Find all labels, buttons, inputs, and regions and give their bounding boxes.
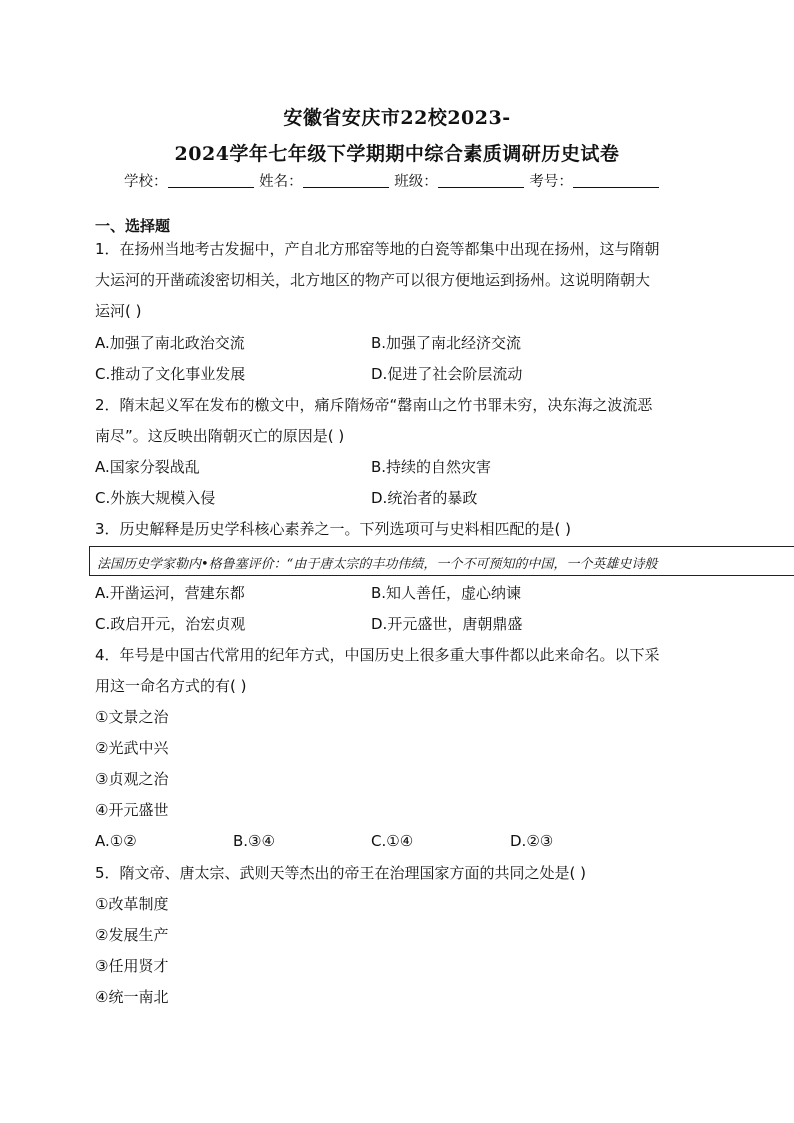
exam-title-line-2: 2024学年七年级下学期期中综合素质调研历史试卷 [174, 143, 620, 165]
q3-option-d[interactable]: D.开元盛世，唐朝鼎盛 [371, 615, 523, 633]
q4-stem-line-2: 用这一命名方式的有( ) [95, 677, 247, 695]
q4-option-b[interactable]: B.③④ [233, 832, 275, 850]
q1-stem-line-3: 运河( ) [95, 302, 142, 320]
q3-option-c[interactable]: C.政启开元，治宏贞观 [95, 615, 246, 633]
q4-item-2: ②光武中兴 [95, 739, 169, 757]
q4-item-4: ④开元盛世 [95, 801, 169, 819]
name-label: 姓名： [259, 174, 303, 190]
q5-item-4: ④统一南北 [95, 988, 169, 1006]
q2-stem-line-2: 南尽”。这反映出隋朝灭亡的原因是( ) [95, 427, 345, 445]
q3-source-quote: 法国历史学家勒内•格鲁塞评价：“由于唐太宗的丰功伟绩，一个不可预知的中国，一个英雄史诗般 [89, 546, 794, 576]
q3-option-a[interactable]: A.开凿运河，营建东都 [95, 584, 245, 602]
q4-item-1: ①文景之治 [95, 708, 169, 726]
school-field[interactable] [168, 174, 254, 188]
q5-stem-line-1: 5．隋文帝、唐太宗、武则天等杰出的帝王在治理国家方面的共同之处是( ) [95, 864, 587, 882]
q5-item-1: ①改革制度 [95, 895, 169, 913]
q4-item-3: ③贞观之治 [95, 770, 169, 788]
q2-option-a[interactable]: A.国家分裂战乱 [95, 458, 200, 476]
student-info-row [124, 170, 660, 191]
q4-option-a[interactable]: A.①② [95, 832, 137, 850]
q4-option-d[interactable]: D.②③ [510, 832, 554, 850]
class-field[interactable] [438, 174, 524, 188]
q1-option-d[interactable]: D.促进了社会阶层流动 [371, 365, 523, 383]
exam-number-label: 考号： [529, 174, 573, 190]
q4-stem-line-1: 4．年号是中国古代常用的纪年方式，中国历史上很多重大事件都以此来命名。以下采 [95, 646, 660, 664]
q5-item-2: ②发展生产 [95, 926, 169, 944]
name-field[interactable] [303, 174, 389, 188]
q2-option-b[interactable]: B.持续的自然灾害 [371, 458, 492, 476]
q2-option-c[interactable]: C.外族大规模入侵 [95, 489, 216, 507]
q1-stem-line-2: 大运河的开凿疏浚密切相关，北方地区的物产可以很方便地运到扬州。这说明隋朝大 [95, 271, 651, 289]
class-label: 班级： [394, 174, 438, 190]
q1-stem-line-1: 1．在扬州当地考古发掘中，产自北方邢窑等地的白瓷等都集中出现在扬州，这与隋朝 [95, 240, 660, 258]
q2-option-d[interactable]: D.统治者的暴政 [371, 489, 478, 507]
q2-stem-line-1: 2．隋末起义军在发布的檄文中，痛斥隋炀帝“罄南山之竹书罪未穷，决东海之波流恶 [95, 396, 653, 414]
q5-item-3: ③任用贤才 [95, 957, 169, 975]
q1-option-a[interactable]: A.加强了南北政治交流 [95, 334, 245, 352]
exam-number-field[interactable] [573, 174, 659, 188]
q3-stem-line-1: 3．历史解释是历史学科核心素养之一。下列选项可与史料相匹配的是( ) [95, 520, 572, 538]
q4-option-c[interactable]: C.①④ [371, 832, 414, 850]
q1-option-c[interactable]: C.推动了文化事业发展 [95, 365, 246, 383]
exam-title-line-1: 安徽省安庆市22校2023- [283, 107, 511, 129]
section-title: 一、选择题 [95, 217, 171, 235]
school-label: 学校： [124, 174, 168, 190]
q1-option-b[interactable]: B.加强了南北经济交流 [371, 334, 522, 352]
q3-option-b[interactable]: B.知人善任，虚心纳谏 [371, 584, 522, 602]
